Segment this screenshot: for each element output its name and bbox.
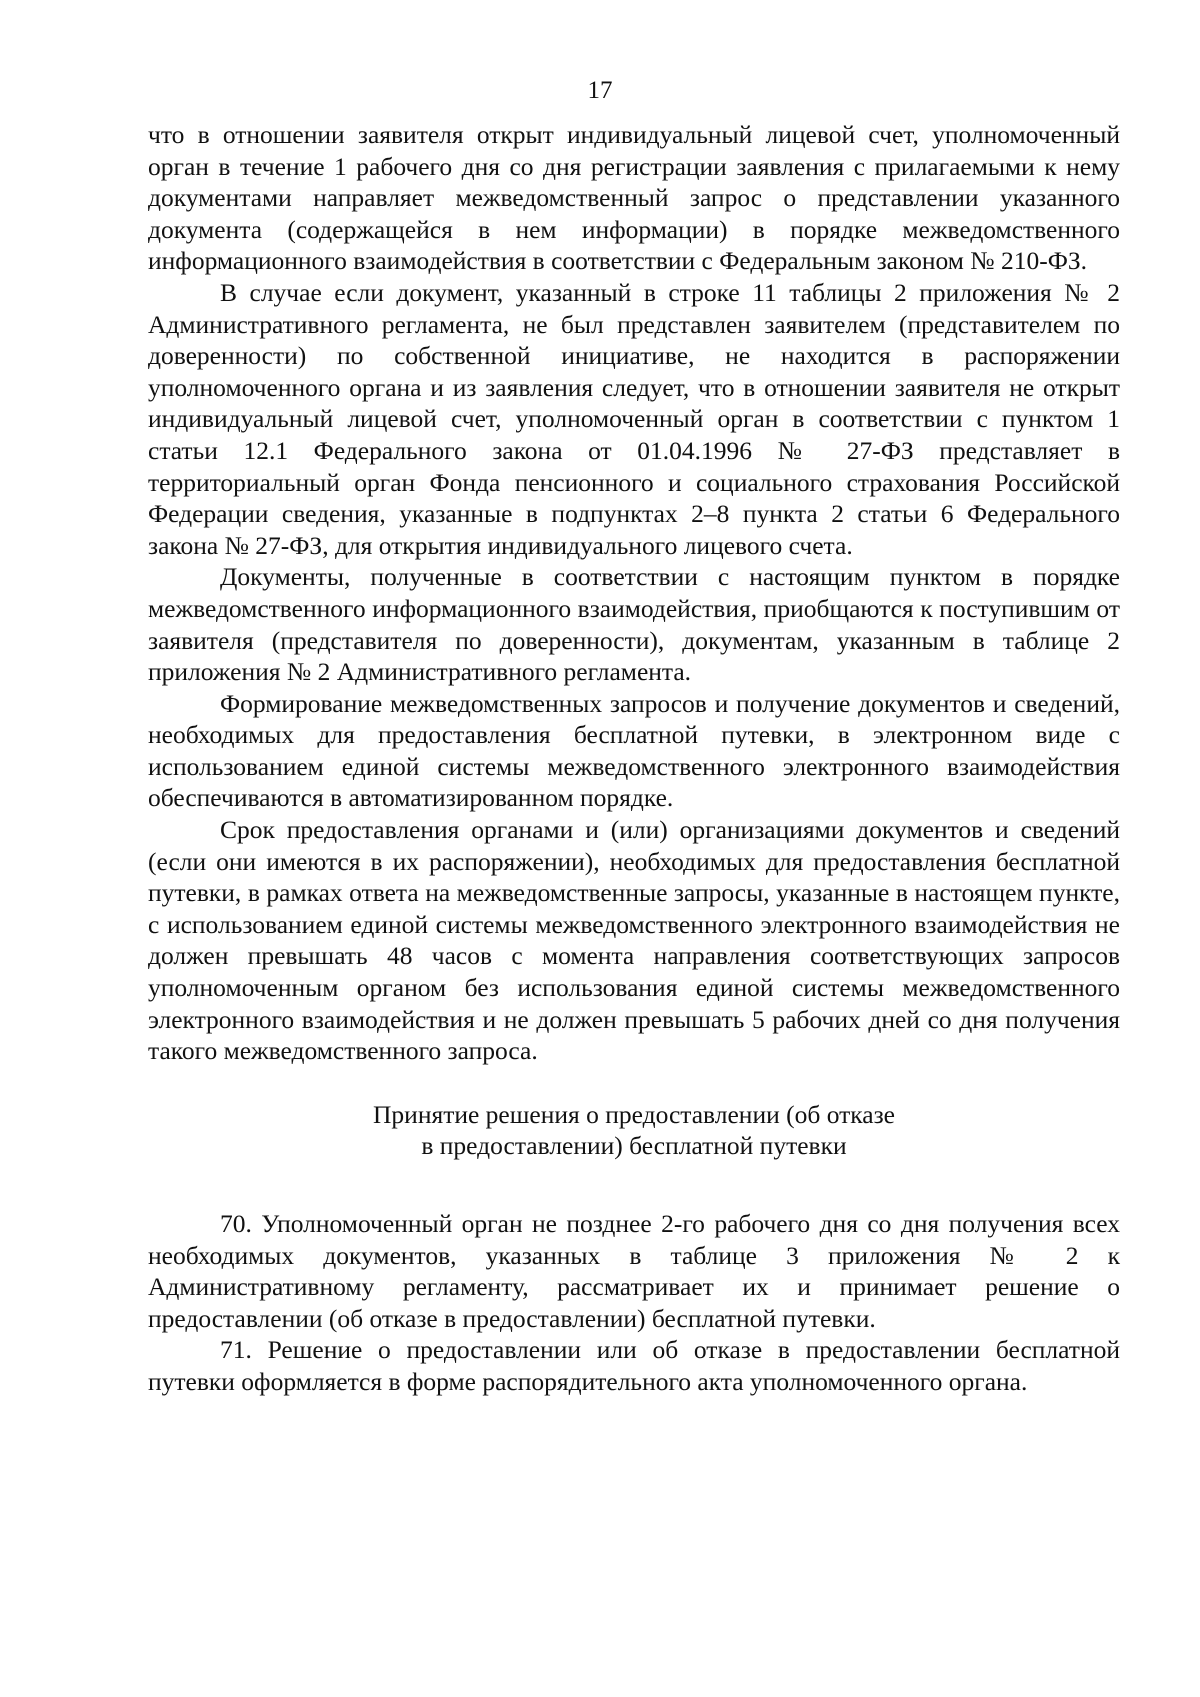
- paragraph-item-70: 70. Уполномоченный орган не позднее 2-го рабочего дня со дня получения всех необходимых документов, указанных в таблице 3 приложения № 2 к Административному регламенту, рассматривает их и принимает решение о предоставлении (об отказе в предоставлении) бесплатной путевки.: [148, 1209, 1120, 1333]
- section-heading: [148, 1099, 1120, 1162]
- paragraph-electronic-requests: Формирование межведомственных запросов и получение документов и сведений, необходимых для предоставления бесплатной путевки, в электронном виде с использованием единой системы межведомственного электронного взаимодействия обеспечиваются в автоматизированном порядке.: [148, 688, 1120, 813]
- paragraph-individual-account: В случае если документ, указанный в строке 11 таблицы 2 приложения № 2 Административного регламента, не был представлен заявителем (представителем по доверенности) по собственной инициативе, не находится в распоряжении уполномоченного органа и из заявления следует, что в отношении заявителя не открыт индивидуальный лицевой счет, уполномоченный орган в соответствии с пунктом 1 статьи 12.1 Федерального закона от 01.04.1996 № 27-ФЗ представляет в территориальный орган Фонда пенсионного и социального страхования Российской Федерации сведения, указанные в подпунктах 2–8 пункта 2 статьи 6 Федерального закона № 27-ФЗ, для открытия индивидуального лицевого счета.: [148, 277, 1120, 560]
- paragraph-response-deadline: Срок предоставления органами и (или) организациями документов и сведений (если они имеются в их распоряжении), необходимых для предоставления бесплатной путевки, в рамках ответа на межведомственные запросы, указанные в настоящем пункте, с использованием единой системы межведомственного электронного взаимодействия не должен превышать 48 часов с момента направления соответствующих запросов уполномоченным органом без использования единой системы межведомственного электронного взаимодействия и не должен превышать 5 рабочих дней со дня получения такого межведомственного запроса.: [148, 815, 1120, 1066]
- paragraph-continuation: что в отношении заявителя открыт индивидуальный лицевой счет, уполномоченный орган в течение 1 рабочего дня со дня регистрации заявления с прилагаемыми к нему документами направляет межведомственный запрос о представлении указанного документа (содержащейся в нем информации) в порядке межведомственного информационного взаимодействия в соответствии с Федеральным законом № 210-ФЗ.: [148, 120, 1120, 276]
- section-heading-line-2: в предоставлении) бесплатной путевки: [421, 1131, 847, 1161]
- paragraph-item-71: 71. Решение о предоставлении или об отказе в предоставлении бесплатной путевки оформляется в форме распорядительного акта уполномоченного органа.: [148, 1335, 1120, 1396]
- page-number: 17: [587, 77, 613, 104]
- section-heading-line-1: Принятие решения о предоставлении (об отказе: [373, 1099, 895, 1129]
- document-body: [148, 119, 1120, 1398]
- paragraph-documents-received: Документы, полученные в соответствии с настоящим пунктом в порядке межведомственного информационного взаимодействия, приобщаются к поступившим от заявителя (представителя по доверенности), документам, указанным в таблице 2 приложения № 2 Административного регламента.: [148, 562, 1120, 687]
